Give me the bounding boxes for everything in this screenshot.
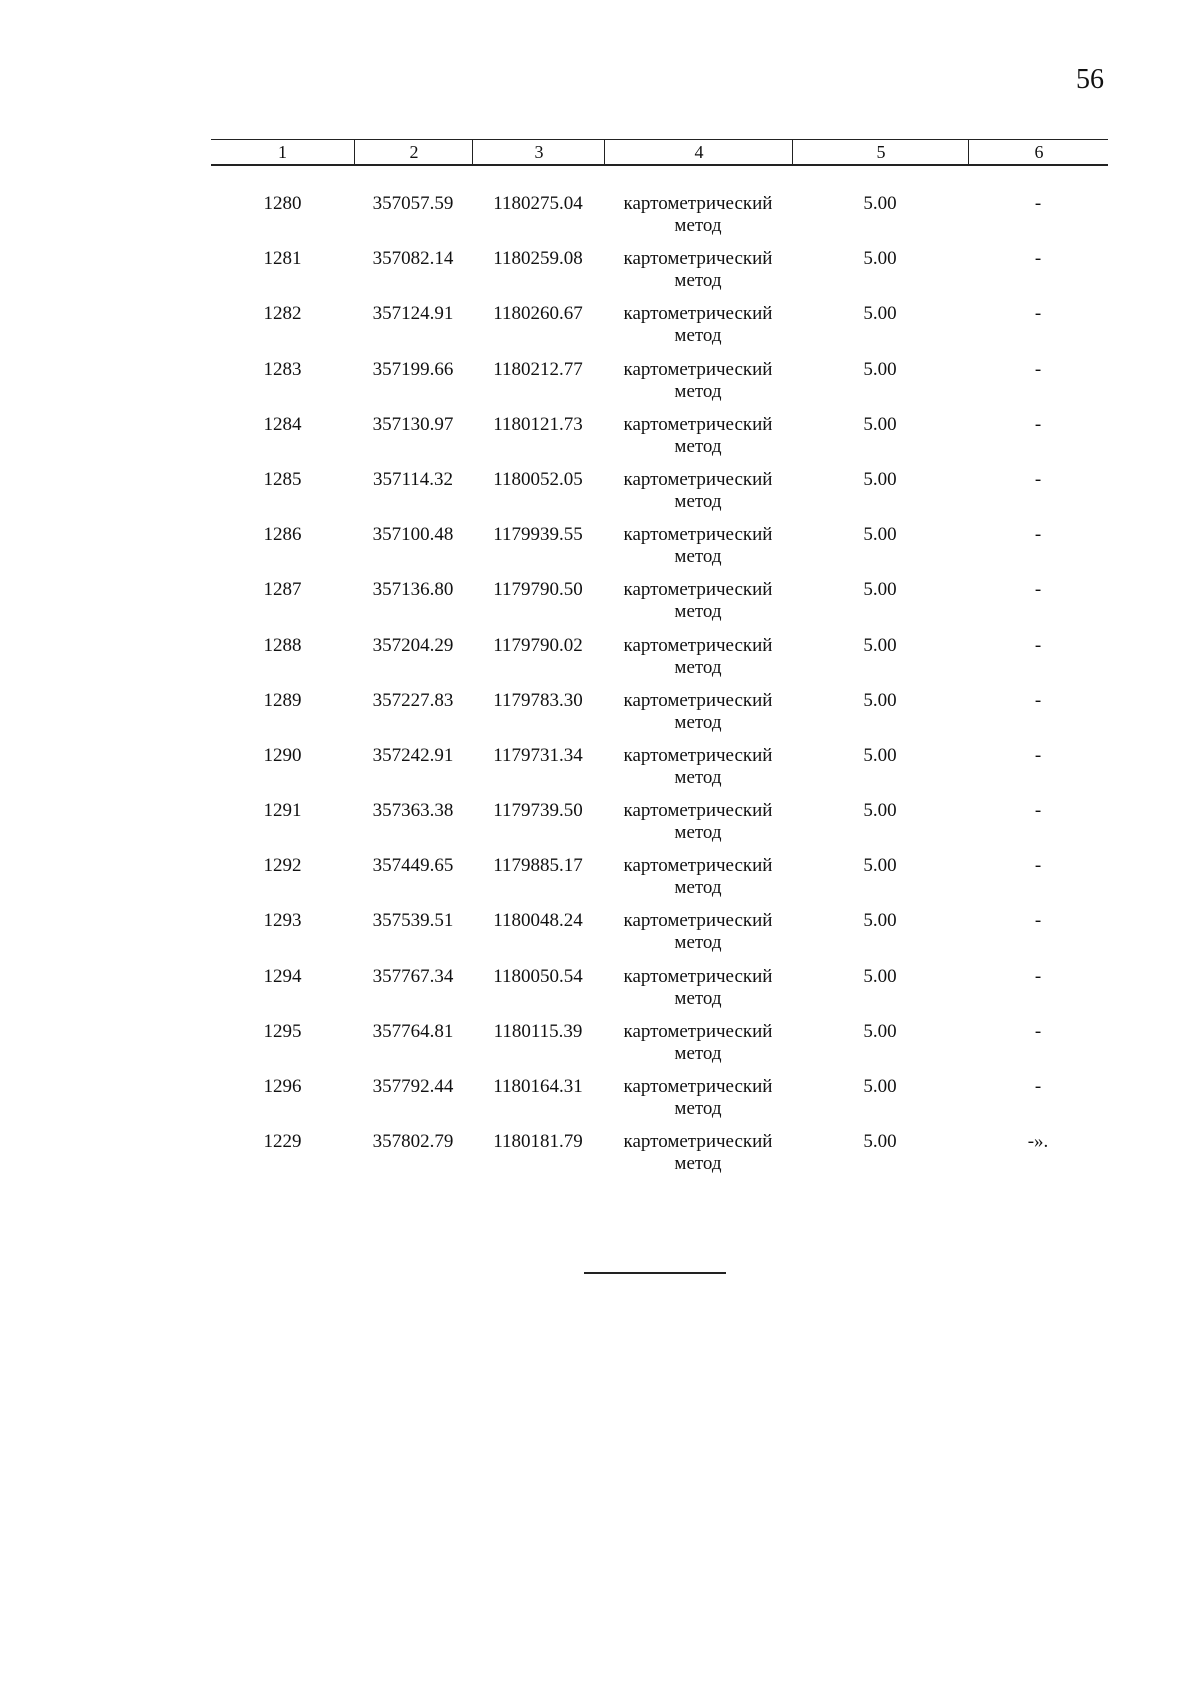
note-cell: -: [1034, 579, 1042, 601]
x-coordinate-cell: 357767.34: [372, 965, 454, 987]
method-line-1: картометрический: [623, 1076, 773, 1097]
header-cell-4: 4: [604, 140, 793, 164]
y-coordinate-cell: 1180052.05: [493, 468, 583, 490]
coordinates-table-body: [211, 193, 1108, 1186]
method-line-1: картометрический: [623, 634, 773, 656]
y-coordinate-cell: 1180121.73: [493, 413, 583, 435]
method-cell: [604, 690, 792, 734]
note-cell: -: [1034, 744, 1042, 766]
table-row: [211, 745, 1108, 800]
method-line-1: картометрический: [623, 303, 773, 325]
method-cell: [604, 248, 792, 292]
precision-cell: 5.00: [863, 1131, 897, 1153]
point-number-cell: 1280: [263, 193, 302, 214]
method-cell: [604, 1021, 792, 1065]
y-coordinate-cell: 1180164.31: [493, 1076, 583, 1097]
precision-cell: 5.00: [863, 358, 897, 380]
method-line-2: метод: [674, 546, 722, 568]
precision-cell: 5.00: [863, 468, 897, 490]
method-line-2: метод: [674, 601, 722, 623]
x-coordinate-cell: 357124.91: [372, 303, 454, 325]
method-cell: [604, 966, 792, 1010]
point-number-cell: 1296: [263, 1076, 302, 1097]
x-coordinate-cell: 357082.14: [372, 248, 454, 270]
method-line-1: картометрический: [623, 524, 773, 546]
x-coordinate-cell: 357802.79: [372, 1131, 454, 1153]
method-line-1: картометрический: [623, 413, 773, 435]
method-line-2: метод: [674, 1042, 722, 1064]
note-cell: -: [1034, 468, 1042, 490]
method-cell: [604, 745, 792, 789]
method-line-1: картометрический: [623, 358, 773, 380]
point-number-cell: 1293: [263, 910, 302, 932]
y-coordinate-cell: 1180212.77: [493, 358, 583, 380]
table-row: [211, 359, 1108, 414]
point-number-cell: 1290: [263, 744, 302, 766]
method-cell: [604, 855, 792, 899]
method-line-2: метод: [674, 987, 722, 1009]
point-number-cell: 1289: [263, 689, 302, 711]
method-line-2: метод: [674, 435, 722, 457]
y-coordinate-cell: 1179739.50: [493, 800, 583, 822]
x-coordinate-cell: 357100.48: [372, 524, 454, 546]
method-line-2: метод: [674, 490, 722, 512]
x-coordinate-cell: 357363.38: [372, 800, 454, 822]
precision-cell: 5.00: [863, 744, 897, 766]
y-coordinate-cell: 1180181.79: [493, 1131, 583, 1153]
point-number-cell: 1283: [263, 358, 302, 380]
note-cell: -: [1034, 800, 1042, 822]
method-line-2: метод: [674, 711, 722, 733]
method-line-2: метод: [674, 932, 722, 954]
x-coordinate-cell: 357449.65: [372, 855, 454, 877]
table-header: [211, 139, 1108, 166]
x-coordinate-cell: 357227.83: [372, 689, 454, 711]
method-cell: [604, 524, 792, 568]
table-row: [211, 800, 1108, 855]
precision-cell: 5.00: [863, 303, 897, 325]
point-number-cell: 1288: [263, 634, 302, 656]
table-row: [211, 855, 1108, 910]
precision-cell: 5.00: [863, 689, 897, 711]
precision-cell: 5.00: [863, 1076, 897, 1097]
x-coordinate-cell: 357114.32: [372, 468, 454, 490]
note-cell: -: [1034, 1020, 1042, 1042]
method-cell: [604, 303, 792, 347]
method-line-1: картометрический: [623, 689, 773, 711]
table-row: [211, 248, 1108, 303]
page-number: 56: [1076, 64, 1104, 95]
y-coordinate-cell: 1179939.55: [493, 524, 583, 546]
method-line-1: картометрический: [623, 1131, 773, 1153]
table-row: [211, 1131, 1108, 1186]
point-number-cell: 1286: [263, 524, 302, 546]
method-line-1: картометрический: [623, 855, 773, 877]
note-cell: -: [1034, 248, 1042, 270]
y-coordinate-cell: 1180048.24: [493, 910, 583, 932]
point-number-cell: 1294: [263, 965, 302, 987]
x-coordinate-cell: 357764.81: [372, 1020, 454, 1042]
method-cell: [604, 193, 792, 237]
method-line-2: метод: [674, 380, 722, 402]
x-coordinate-cell: 357242.91: [372, 744, 454, 766]
precision-cell: 5.00: [863, 1020, 897, 1042]
header-cell-2: 2: [354, 140, 473, 164]
note-cell: -: [1034, 910, 1042, 932]
note-cell: -: [1034, 1076, 1042, 1097]
note-cell: -: [1034, 358, 1042, 380]
point-number-cell: 1295: [263, 1020, 302, 1042]
y-coordinate-cell: 1179731.34: [493, 744, 583, 766]
note-cell: -: [1034, 689, 1042, 711]
table-row: [211, 635, 1108, 690]
method-line-2: метод: [674, 1098, 722, 1119]
precision-cell: 5.00: [863, 413, 897, 435]
table-row: [211, 1021, 1108, 1076]
point-number-cell: 1282: [263, 303, 302, 325]
table-row: [211, 966, 1108, 1021]
method-line-1: картометрический: [623, 744, 773, 766]
method-line-2: метод: [674, 822, 722, 844]
method-cell: [604, 579, 792, 623]
y-coordinate-cell: 1180115.39: [493, 1020, 583, 1042]
point-number-cell: 1229: [263, 1131, 302, 1153]
y-coordinate-cell: 1180259.08: [493, 248, 583, 270]
y-coordinate-cell: 1180275.04: [493, 193, 583, 214]
precision-cell: 5.00: [863, 965, 897, 987]
table-row: [211, 910, 1108, 965]
precision-cell: 5.00: [863, 248, 897, 270]
method-line-1: картометрический: [623, 579, 773, 601]
header-cell-6: 6: [968, 140, 1109, 164]
table-row: [211, 690, 1108, 745]
table-row: [211, 579, 1108, 634]
point-number-cell: 1284: [263, 413, 302, 435]
note-cell: -: [1034, 855, 1042, 877]
method-line-2: метод: [674, 766, 722, 788]
y-coordinate-cell: 1179790.02: [493, 634, 583, 656]
point-number-cell: 1287: [263, 579, 302, 601]
method-line-2: метод: [674, 215, 722, 236]
y-coordinate-cell: 1180050.54: [493, 965, 583, 987]
method-line-1: картометрический: [623, 910, 773, 932]
precision-cell: 5.00: [863, 524, 897, 546]
end-divider: [584, 1272, 726, 1274]
point-number-cell: 1291: [263, 800, 302, 822]
method-line-1: картометрический: [623, 193, 773, 214]
y-coordinate-cell: 1179783.30: [493, 689, 583, 711]
header-cell-1: 1: [278, 142, 287, 162]
precision-cell: 5.00: [863, 855, 897, 877]
x-coordinate-cell: 357792.44: [372, 1076, 454, 1097]
note-cell: -: [1034, 193, 1042, 214]
method-cell: [604, 635, 792, 679]
x-coordinate-cell: 357057.59: [372, 193, 454, 214]
point-number-cell: 1285: [263, 468, 302, 490]
y-coordinate-cell: 1180260.67: [493, 303, 583, 325]
y-coordinate-cell: 1179790.50: [493, 579, 583, 601]
note-cell: -: [1034, 413, 1042, 435]
point-number-cell: 1281: [263, 248, 302, 270]
method-cell: [604, 1131, 792, 1175]
header-cell-5: 5: [792, 140, 969, 164]
precision-cell: 5.00: [863, 193, 897, 214]
method-line-1: картометрический: [623, 248, 773, 270]
method-line-2: метод: [674, 1153, 722, 1175]
table-row: [211, 193, 1108, 248]
x-coordinate-cell: 357130.97: [372, 413, 454, 435]
table-row: [211, 414, 1108, 469]
method-cell: [604, 469, 792, 513]
method-line-2: метод: [674, 656, 722, 678]
header-cell-3: 3: [472, 140, 605, 164]
method-cell: [604, 800, 792, 844]
precision-cell: 5.00: [863, 634, 897, 656]
method-line-2: метод: [674, 325, 722, 347]
method-line-2: метод: [674, 270, 722, 292]
table-row: [211, 469, 1108, 524]
y-coordinate-cell: 1179885.17: [493, 855, 583, 877]
table-row: [211, 524, 1108, 579]
precision-cell: 5.00: [863, 579, 897, 601]
method-line-1: картометрический: [623, 965, 773, 987]
method-line-1: картометрический: [623, 800, 773, 822]
method-line-1: картометрический: [623, 468, 773, 490]
note-cell: -: [1034, 303, 1042, 325]
x-coordinate-cell: 357204.29: [372, 634, 454, 656]
point-number-cell: 1292: [263, 855, 302, 877]
note-cell: -: [1034, 524, 1042, 546]
method-cell: [604, 359, 792, 403]
note-cell: -: [1034, 634, 1042, 656]
x-coordinate-cell: 357539.51: [372, 910, 454, 932]
method-line-2: метод: [674, 877, 722, 899]
precision-cell: 5.00: [863, 910, 897, 932]
precision-cell: 5.00: [863, 800, 897, 822]
x-coordinate-cell: 357199.66: [372, 358, 454, 380]
method-cell: [604, 1076, 792, 1120]
note-cell: -: [1034, 965, 1042, 987]
method-cell: [604, 414, 792, 458]
method-line-1: картометрический: [623, 1020, 773, 1042]
note-cell: -».: [1027, 1131, 1049, 1153]
x-coordinate-cell: 357136.80: [372, 579, 454, 601]
method-cell: [604, 910, 792, 954]
table-row: [211, 1076, 1108, 1131]
table-row: [211, 303, 1108, 358]
